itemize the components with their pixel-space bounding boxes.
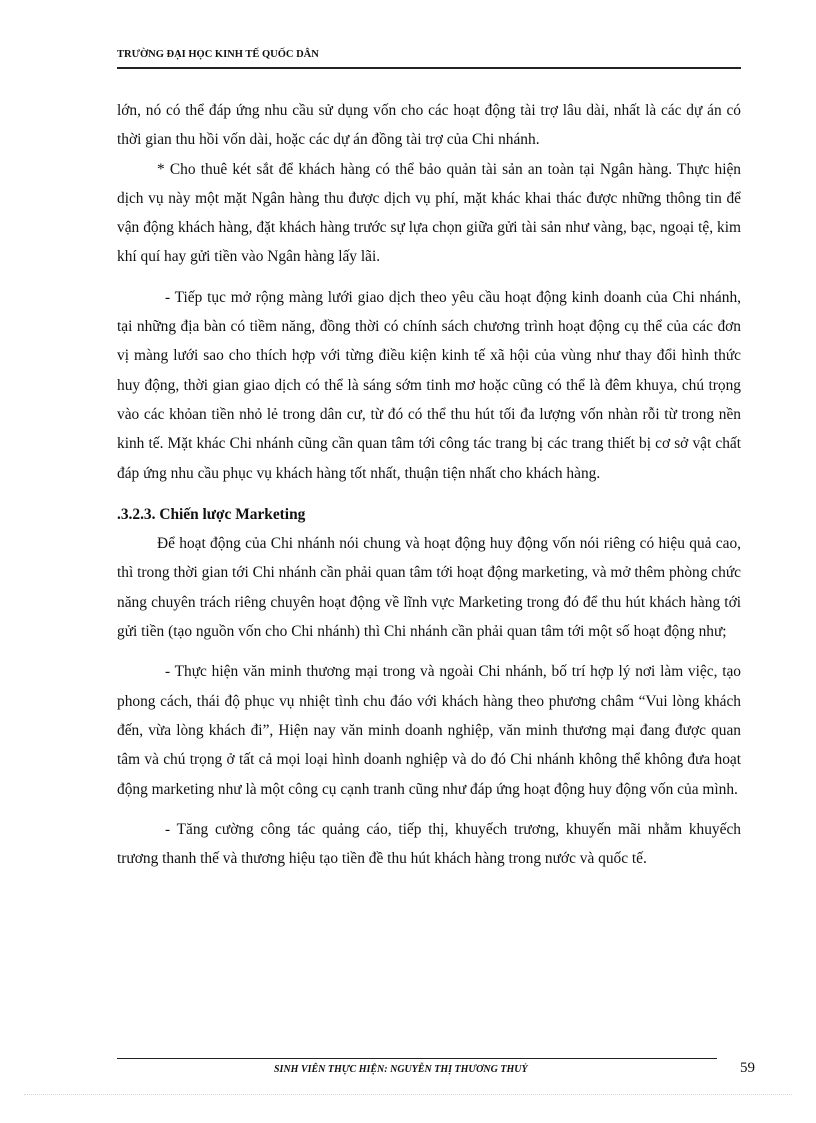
body-paragraph: Để hoạt động của Chi nhánh nói chung và hoạt động huy động vốn nói riêng có hiệu quả cao, thì trong thời gian tới Chi nhánh cần phải quan tâm tới hoạt động marketing, và mở thêm phòng chức năng chuyên trách riêng chuyên hoạt động về lĩnh vực Marketing trong đó để thu hút khách hàng tới gửi tiền (tạo nguồn vốn cho Chi nhánh) thì Chi nhánh cần phải quan tâm tới một số hoạt động như; — [117, 535, 741, 641]
section-heading: .3.2.3. Chiến lược Marketing — [117, 505, 306, 523]
page-header — [117, 46, 741, 69]
body-paragraph: lớn, nó có thể đáp ứng nhu cầu sử dụng vốn cho các hoạt động tài trợ lâu dài, nhất là các dự án có thời gian thu hồi vốn dài, hoặc các dự án đồng tài trợ của Chi nhánh. — [117, 102, 741, 149]
body-paragraph: - Tăng cường công tác quảng cáo, tiếp thị, khuyếch trương, khuyến mãi nhằm khuyếch trương thanh thế và thương hiệu tạo tiền đề thu hút khách hàng trong nước và quốc tế. — [117, 820, 741, 868]
page-edge-divider — [24, 1094, 792, 1095]
document-body — [117, 96, 741, 873]
page-footer — [117, 1058, 717, 1075]
university-name: TRƯỜNG ĐẠI HỌC KINH TẾ QUỐC DÂN — [117, 49, 319, 60]
body-paragraph: - Tiếp tục mở rộng màng lưới giao dịch theo yêu cầu hoạt động kinh doanh của Chi nhánh, tại những địa bàn có tiềm năng, đồng thời có chính sách chương trình hoạt động cụ thể của các đơn vị màng lưới sao cho thích hợp với từng điều kiện kinh tế xã hội của vùng như thay đổi hình thức huy động, thời gian giao dịch có thể là sáng sớm tinh mơ hoặc cũng có thể là đêm khuya, chú trọng vào các khỏan tiền nhỏ lẻ trong dân cư, từ đó có thể thu hút tối đa lượng vốn nhàn rỗi từ trong nền kinh tế. Mặt khác Chi nhánh cũng cần quan tâm tới công tác trang bị các trang thiết bị cơ sở vật chất đáp ứng nhu cầu phục vụ khách hàng tốt nhất, thuận tiện nhất cho khách hàng. — [117, 288, 741, 482]
author-line: SINH VIÊN THỰC HIỆN: NGUYỄN THỊ THƯƠNG THUỶ — [274, 1064, 528, 1075]
body-paragraph: * Cho thuê két sắt để khách hàng có thể bảo quản tài sản an toàn tại Ngân hàng. Thực hiện dịch vụ này một mặt Ngân hàng thu được dịch vụ phí, mặt khác khai thác được những thông tin để vận động khách hàng, đặt khách hàng trước sự lựa chọn giữa gửi tài sản như vàng, bạc, ngoại tệ, kim khí quí hay gửi tiền vào Ngân hàng lấy lãi. — [117, 160, 741, 266]
page-number: 59 — [740, 1060, 755, 1076]
body-paragraph: - Thực hiện văn minh thương mại trong và ngoài Chi nhánh, bố trí hợp lý nơi làm việc, tạo phong cách, thái độ phục vụ nhiệt tình chu đáo với khách hàng theo phương châm “Vui lòng khách đến, vừa lòng khách đi”, Hiện nay văn minh doanh nghiệp, văn minh thương mại đang được quan tâm và chú trọng ở tất cả mọi loại hình doanh nghiệp và do đó Chi nhánh không thể không đưa hoạt động marketing như là một công cụ cạnh tranh cũng như đáp ứng hoạt động huy động vốn của mình. — [117, 663, 741, 798]
